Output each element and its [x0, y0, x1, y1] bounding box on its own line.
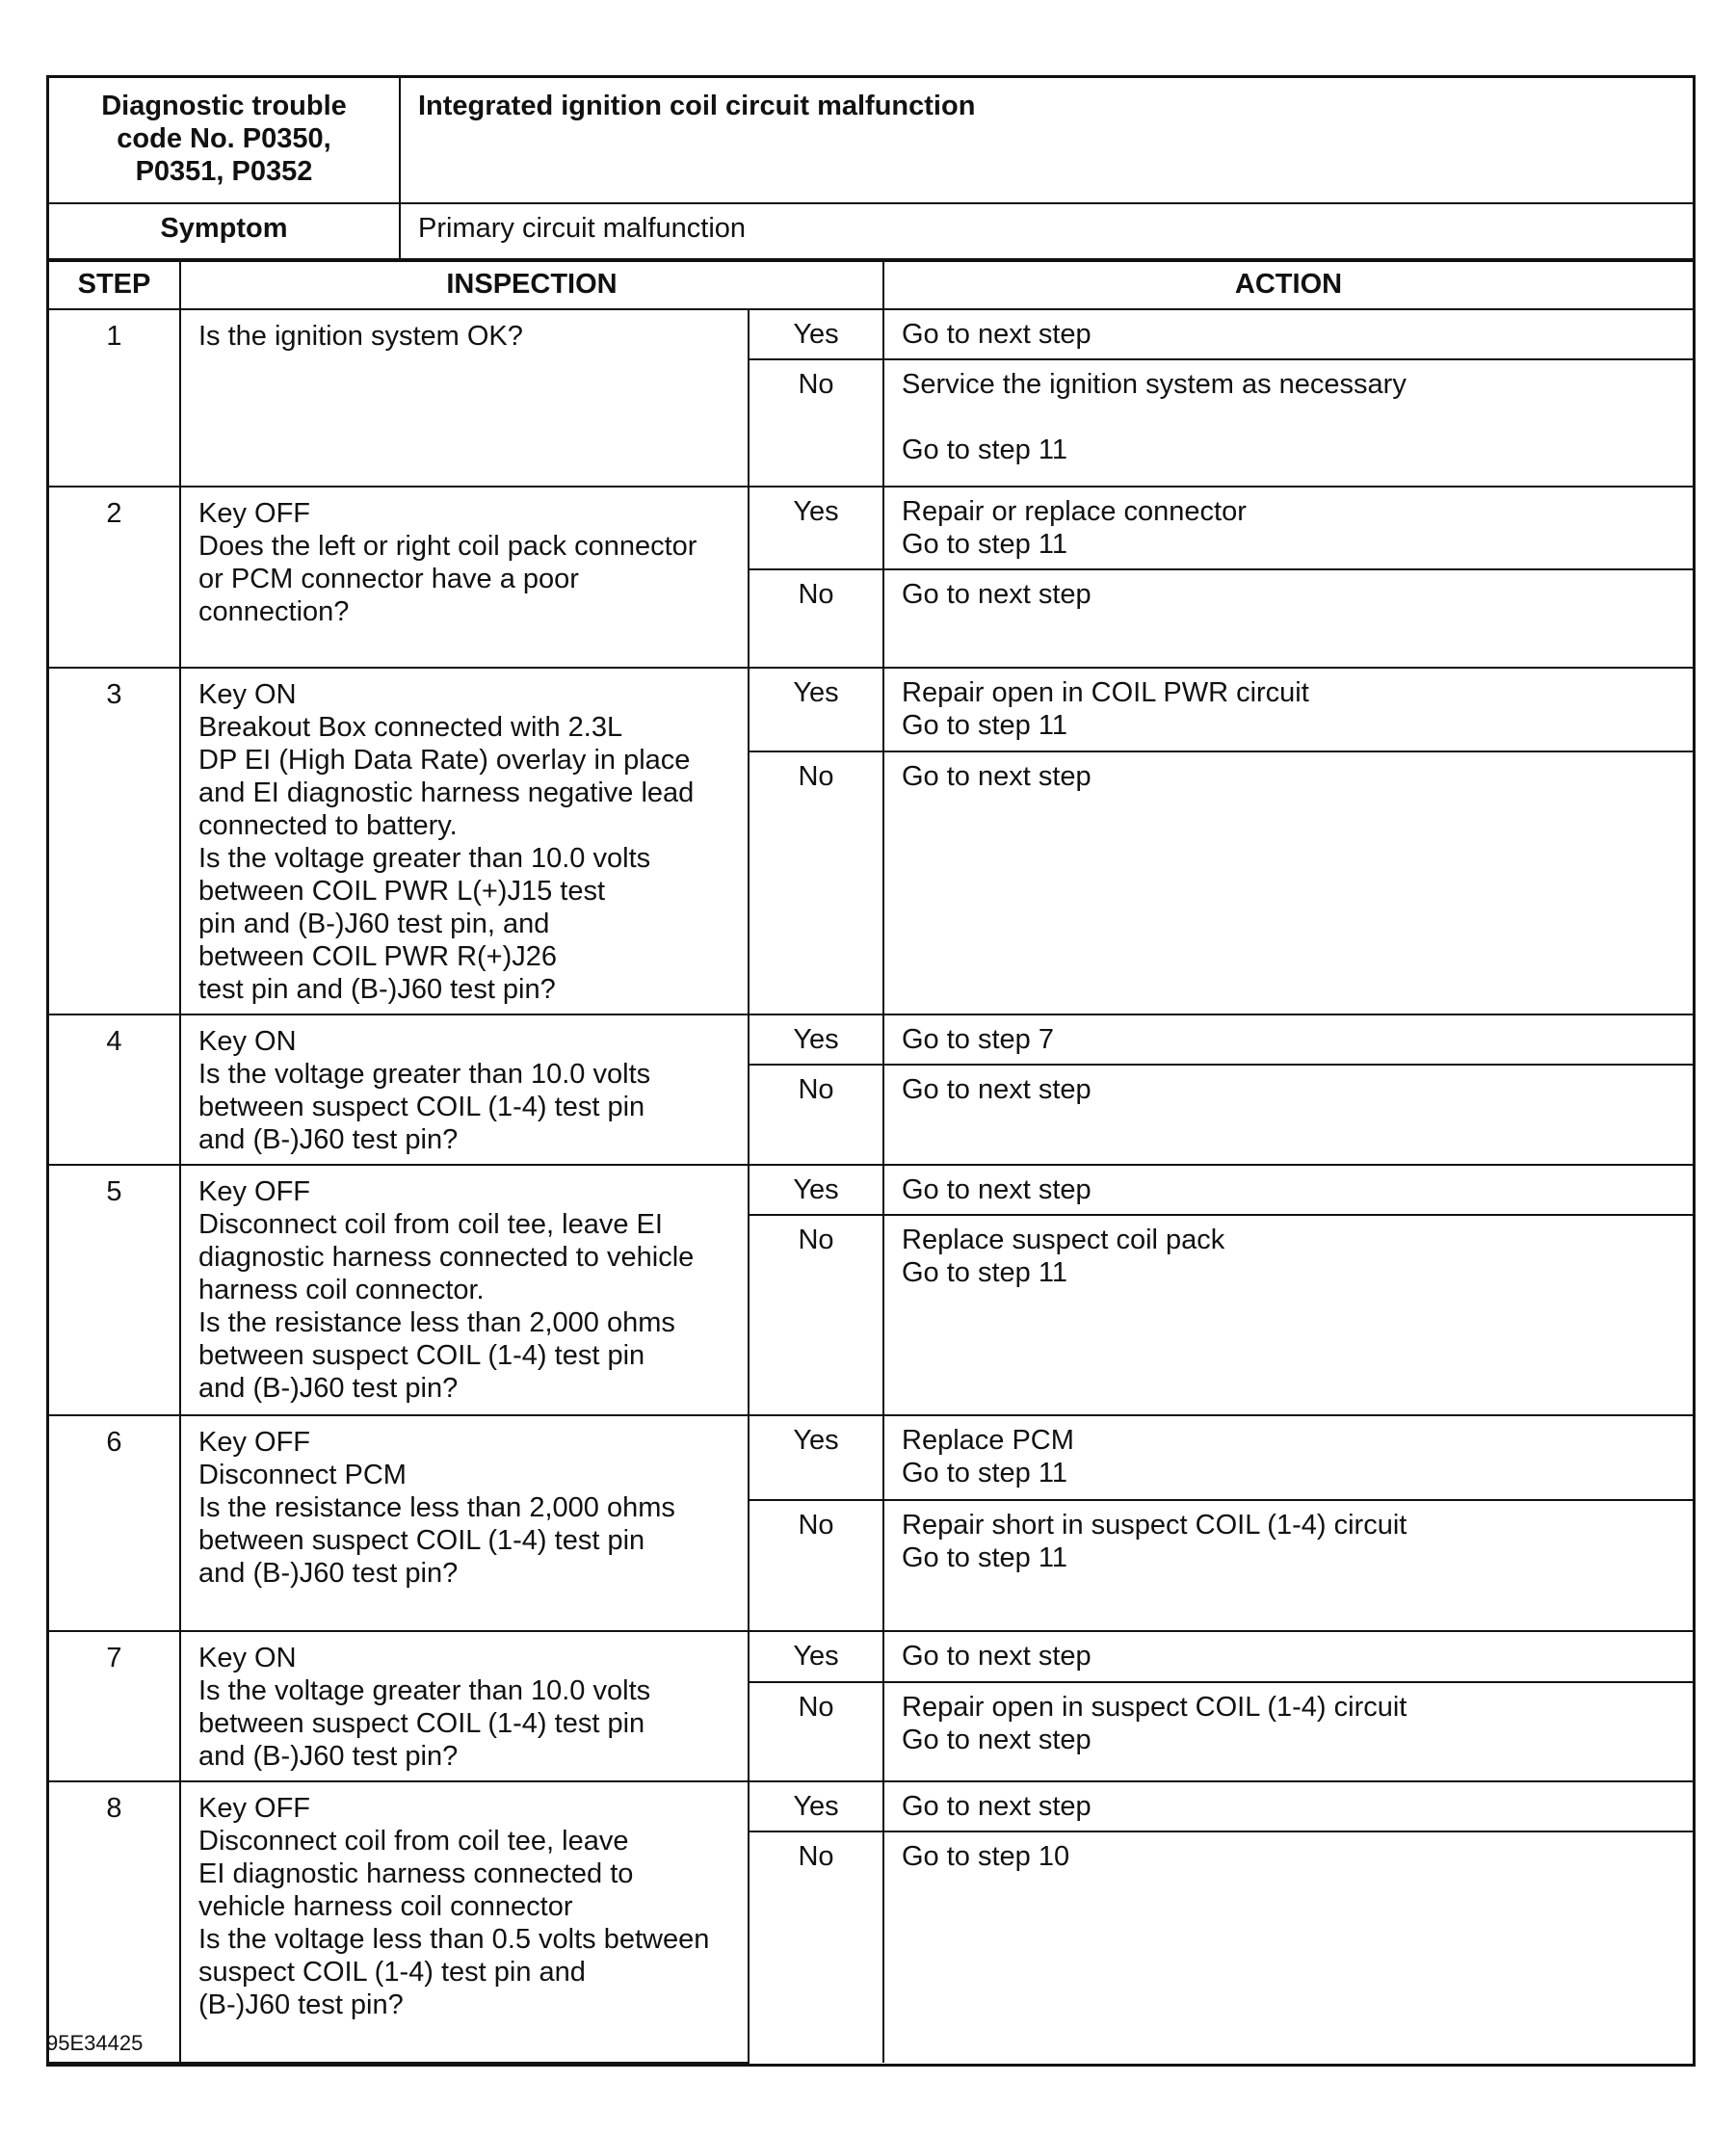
yes-action: Replace PCM Go to step 11 — [883, 1415, 1693, 1500]
step-number: 2 — [49, 487, 180, 668]
steps-body — [49, 309, 1693, 2063]
table-row — [49, 1415, 1693, 1500]
yes-action: Go to next step — [883, 1165, 1693, 1215]
figure-id: 95E34425 — [46, 2031, 144, 2055]
no-label: No — [749, 359, 883, 487]
yes-action: Go to next step — [883, 1781, 1693, 1831]
table-row — [49, 1631, 1693, 1682]
step-number: 3 — [49, 668, 180, 1014]
diagnostic-table — [46, 75, 1696, 2067]
table-row — [49, 1781, 1693, 1831]
step-number: 1 — [49, 309, 180, 487]
yes-action: Go to step 7 — [883, 1014, 1693, 1065]
column-header-row — [49, 261, 1693, 309]
dtc-code-label: Diagnostic trouble code No. P0350, P0351, P0352 — [49, 78, 400, 203]
yes-action: Repair open in COIL PWR circuit Go to step 11 — [883, 668, 1693, 751]
table-row — [49, 1165, 1693, 1215]
no-action: Repair short in suspect COIL (1-4) circuit Go to step 11 — [883, 1500, 1693, 1631]
no-action: Go to step 10 — [883, 1831, 1693, 2063]
column-header-step: STEP — [49, 261, 180, 309]
step-number: 8 — [49, 1781, 180, 2063]
dtc-title: Integrated ignition coil circuit malfunction — [400, 78, 1693, 203]
steps-table — [49, 260, 1693, 2064]
table-row — [49, 309, 1693, 359]
inspection-text: Key ON Is the voltage greater than 10.0 volts between suspect COIL (1-4) test pin and (B-)J60 test pin? — [180, 1014, 749, 1165]
no-action: Service the ignition system as necessary Go to step 11 — [883, 359, 1693, 487]
symptom-value: Primary circuit malfunction — [400, 203, 1693, 259]
header-table — [49, 78, 1693, 260]
step-number: 7 — [49, 1631, 180, 1781]
yes-label: Yes — [749, 1415, 883, 1500]
step-number: 4 — [49, 1014, 180, 1165]
no-label: No — [749, 751, 883, 1014]
no-label: No — [749, 1215, 883, 1415]
yes-label: Yes — [749, 668, 883, 751]
no-label: No — [749, 1065, 883, 1165]
inspection-text: Key ON Breakout Box connected with 2.3L DP EI (High Data Rate) overlay in place and EI diagnostic harness negative lead connected to battery. Is the voltage greater than 10.0 volts between COIL PWR L(+)J15 test pin and (B-)J60 test pin, and between COIL PWR R(+)J26 test pin and (B-)J60 test pin? — [180, 668, 749, 1014]
inspection-text: Key ON Is the voltage greater than 10.0 volts between suspect COIL (1-4) test pin and (B-)J60 test pin? — [180, 1631, 749, 1781]
yes-label: Yes — [749, 1631, 883, 1682]
symptom-row — [49, 203, 1693, 259]
no-label: No — [749, 1831, 883, 2063]
yes-label: Yes — [749, 1781, 883, 1831]
inspection-text: Key OFF Disconnect coil from coil tee, leave EI diagnostic harness connected to vehicle harness coil connector. Is the resistance less than 2,000 ohms between suspect COIL (1-4) test pin and (B-)J60 test pin? — [180, 1165, 749, 1415]
no-label: No — [749, 1682, 883, 1781]
inspection-text: Key OFF Disconnect PCM Is the resistance less than 2,000 ohms between suspect COIL (1-4) test pin and (B-)J60 test pin? — [180, 1415, 749, 1631]
no-action: Go to next step — [883, 1065, 1693, 1165]
dtc-row — [49, 78, 1693, 203]
no-action: Replace suspect coil pack Go to step 11 — [883, 1215, 1693, 1415]
column-header-inspection: INSPECTION — [180, 261, 883, 309]
step-number: 5 — [49, 1165, 180, 1415]
step-number: 6 — [49, 1415, 180, 1631]
no-action: Repair open in suspect COIL (1-4) circuit Go to next step — [883, 1682, 1693, 1781]
inspection-text: Is the ignition system OK? — [180, 309, 749, 487]
inspection-text: Key OFF Disconnect coil from coil tee, leave EI diagnostic harness connected to vehicle harness coil connector Is the voltage less than 0.5 volts between suspect COIL (1-4) test pin and (B-)J60 test pin? — [180, 1781, 749, 2063]
no-label: No — [749, 569, 883, 668]
yes-label: Yes — [749, 1014, 883, 1065]
table-row — [49, 1014, 1693, 1065]
no-label: No — [749, 1500, 883, 1631]
yes-action: Go to next step — [883, 309, 1693, 359]
yes-label: Yes — [749, 487, 883, 569]
column-header-action: ACTION — [883, 261, 1693, 309]
no-action: Go to next step — [883, 751, 1693, 1014]
inspection-text: Key OFF Does the left or right coil pack connector or PCM connector have a poor connection? — [180, 487, 749, 668]
yes-label: Yes — [749, 309, 883, 359]
no-action: Go to next step — [883, 569, 1693, 668]
table-row — [49, 487, 1693, 569]
symptom-label: Symptom — [49, 203, 400, 259]
yes-action: Go to next step — [883, 1631, 1693, 1682]
yes-label: Yes — [749, 1165, 883, 1215]
yes-action: Repair or replace connector Go to step 11 — [883, 487, 1693, 569]
table-row — [49, 668, 1693, 751]
